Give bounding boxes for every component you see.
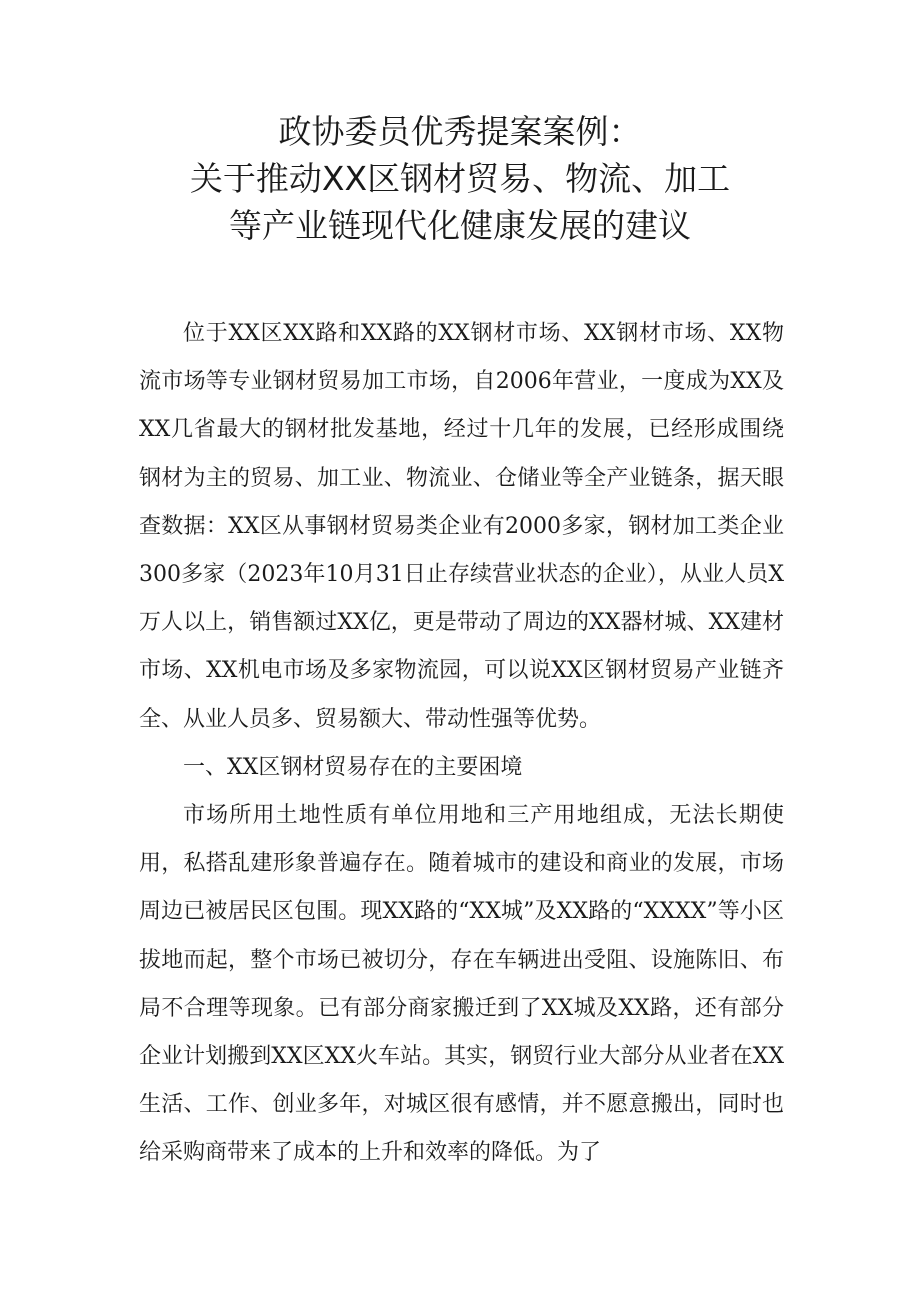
- document-title: [0, 108, 920, 249]
- intro-paragraph: 位于XX区XX路和XX路的XX钢材市场、XX钢材市场、XX物流市场等专业钢材贸易加工市场，自2006年营业，一度成为XX及XX几省最大的钢材批发基地，经过十几年的发展，已经形成围绕钢材为主的贸易、加工业、物流业、仓储业等全产业链条，据天眼查数据：XX区从事钢材贸易类企业有2000多家，钢材加工类企业300多家（2023年10月31日止存续营业状态的企业），从业人员X万人以上，销售额过XX亿，更是带动了周边的XX器材城、XX建材市场、XX机电市场及多家物流园，可以说XX区钢材贸易产业链齐全、从业人员多、贸易额大、带动性强等优势。: [139, 321, 784, 732]
- section-heading: 一、XX区钢材贸易存在的主要困境: [183, 754, 523, 780]
- title-line-1: 政协委员优秀提案案例：: [278, 112, 642, 151]
- title-line-3: 等产业链现代化健康发展的建议: [229, 206, 691, 245]
- section-paragraph: 市场所用土地性质有单位用地和三产用地组成，无法长期使用，私搭乱建形象普遍存在。随着城市的建设和商业的发展，市场周边已被居民区包围。现XX路的“XX城”及XX路的“XXXX”等小区拔地而起，整个市场已被切分，存在车辆进出受阻、设施陈旧、布局不合理等现象。已有部分商家搬迁到了XX城及XX路，还有部分企业计划搬到XX区XX火车站。其实，钢贸行业大部分从业者在XX生活、工作、创业多年，对城区很有感情，并不愿意搬出，同时也给采购商带来了成本的上升和效率的降低。为了: [139, 803, 784, 1166]
- title-line-2: 关于推动XX区钢材贸易、物流、加工: [189, 159, 731, 198]
- document-body: [139, 310, 784, 1178]
